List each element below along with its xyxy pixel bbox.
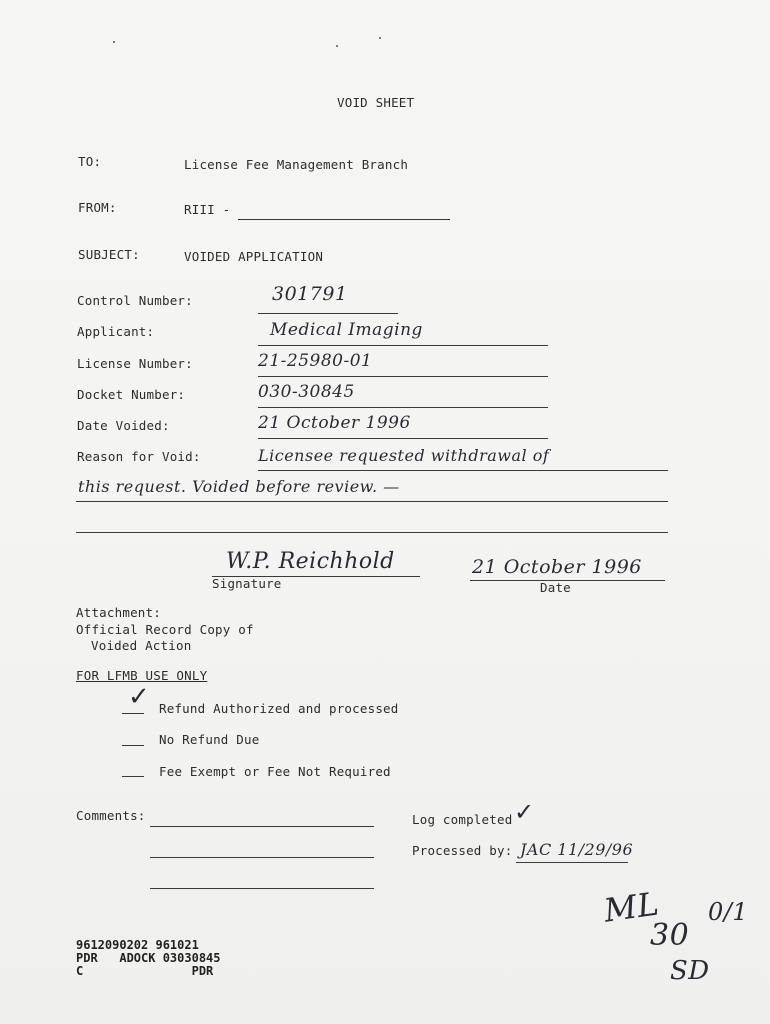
docket-number-underline	[258, 407, 548, 408]
log-completed-check-icon: ✓	[514, 798, 535, 826]
reason-value-line2: this request. Voided before review. —	[78, 477, 400, 496]
control-number-label: Control Number:	[77, 293, 193, 308]
handwritten-initials: ML	[601, 884, 662, 930]
subject-value: VOIDED APPLICATION	[184, 249, 324, 264]
handwritten-sd: SD	[670, 956, 710, 986]
signature-value: W.P. Reichhold	[226, 549, 395, 574]
stamp-line-1: 9612090202 961021	[76, 938, 199, 952]
comments-line-3	[150, 888, 374, 889]
lfmb-heading: FOR LFMB USE ONLY	[76, 668, 208, 683]
processed-by-underline	[516, 862, 628, 863]
control-number-value: 301791	[272, 283, 348, 305]
signature-date-label: Date	[540, 580, 571, 595]
scan-speck	[113, 41, 115, 43]
from-label: FROM:	[78, 200, 117, 215]
license-number-label: License Number:	[77, 356, 193, 371]
license-number-value: 21-25980-01	[258, 351, 373, 371]
docket-number-label: Docket Number:	[77, 387, 186, 402]
signature-date-value: 21 October 1996	[472, 556, 642, 578]
reason-underline-1	[258, 470, 668, 471]
subject-label: SUBJECT:	[78, 247, 140, 262]
attachment-line2: Official Record Copy of	[76, 622, 254, 637]
date-voided-label: Date Voided:	[77, 418, 170, 433]
from-underline	[238, 219, 450, 220]
to-label: TO:	[78, 154, 102, 169]
option-no-refund-label: No Refund Due	[159, 732, 260, 747]
page-title: VOID SHEET	[337, 95, 415, 110]
applicant-underline	[258, 345, 548, 346]
reason-value-line1: Licensee requested withdrawal of	[258, 446, 550, 465]
to-value: License Fee Management Branch	[184, 157, 409, 172]
scan-speck	[336, 45, 338, 47]
applicant-value: Medical Imaging	[270, 320, 423, 340]
processed-by-value: JAC 11/29/96	[520, 840, 634, 859]
control-number-underline	[258, 313, 398, 314]
date-voided-underline	[258, 438, 548, 439]
option-blank-no-refund	[122, 745, 144, 746]
comments-label: Comments:	[76, 808, 146, 823]
option-blank-refund	[122, 713, 144, 714]
reason-underline-3	[76, 532, 668, 533]
document-stamp	[76, 939, 221, 978]
license-number-underline	[258, 376, 548, 377]
reason-underline-2	[76, 501, 668, 502]
stamp-line-2: PDR ADOCK 03030845	[76, 951, 221, 965]
option-refund-label: Refund Authorized and processed	[159, 701, 399, 716]
option-blank-fee-exempt	[122, 776, 144, 777]
log-completed-label: Log completed	[412, 812, 513, 827]
processed-by-label: Processed by:	[412, 843, 513, 858]
stamp-line-3: C PDR	[76, 964, 214, 978]
refund-check-icon: ✓	[128, 682, 151, 712]
option-fee-exempt-label: Fee Exempt or Fee Not Required	[159, 764, 391, 779]
from-value: RIII -	[184, 202, 231, 217]
scan-speck	[379, 37, 381, 39]
applicant-label: Applicant:	[77, 324, 155, 339]
docket-number-value: 030-30845	[258, 382, 355, 402]
comments-line-2	[150, 857, 374, 858]
signature-label: Signature	[212, 576, 282, 591]
date-voided-value: 21 October 1996	[258, 413, 411, 433]
handwritten-fraction: 0/1	[708, 898, 749, 926]
attachment-line3: Voided Action	[91, 638, 192, 653]
comments-line-1	[150, 826, 374, 827]
attachment-label: Attachment:	[76, 605, 161, 620]
reason-label: Reason for Void:	[77, 449, 201, 464]
handwritten-number-30: 30	[650, 918, 690, 953]
